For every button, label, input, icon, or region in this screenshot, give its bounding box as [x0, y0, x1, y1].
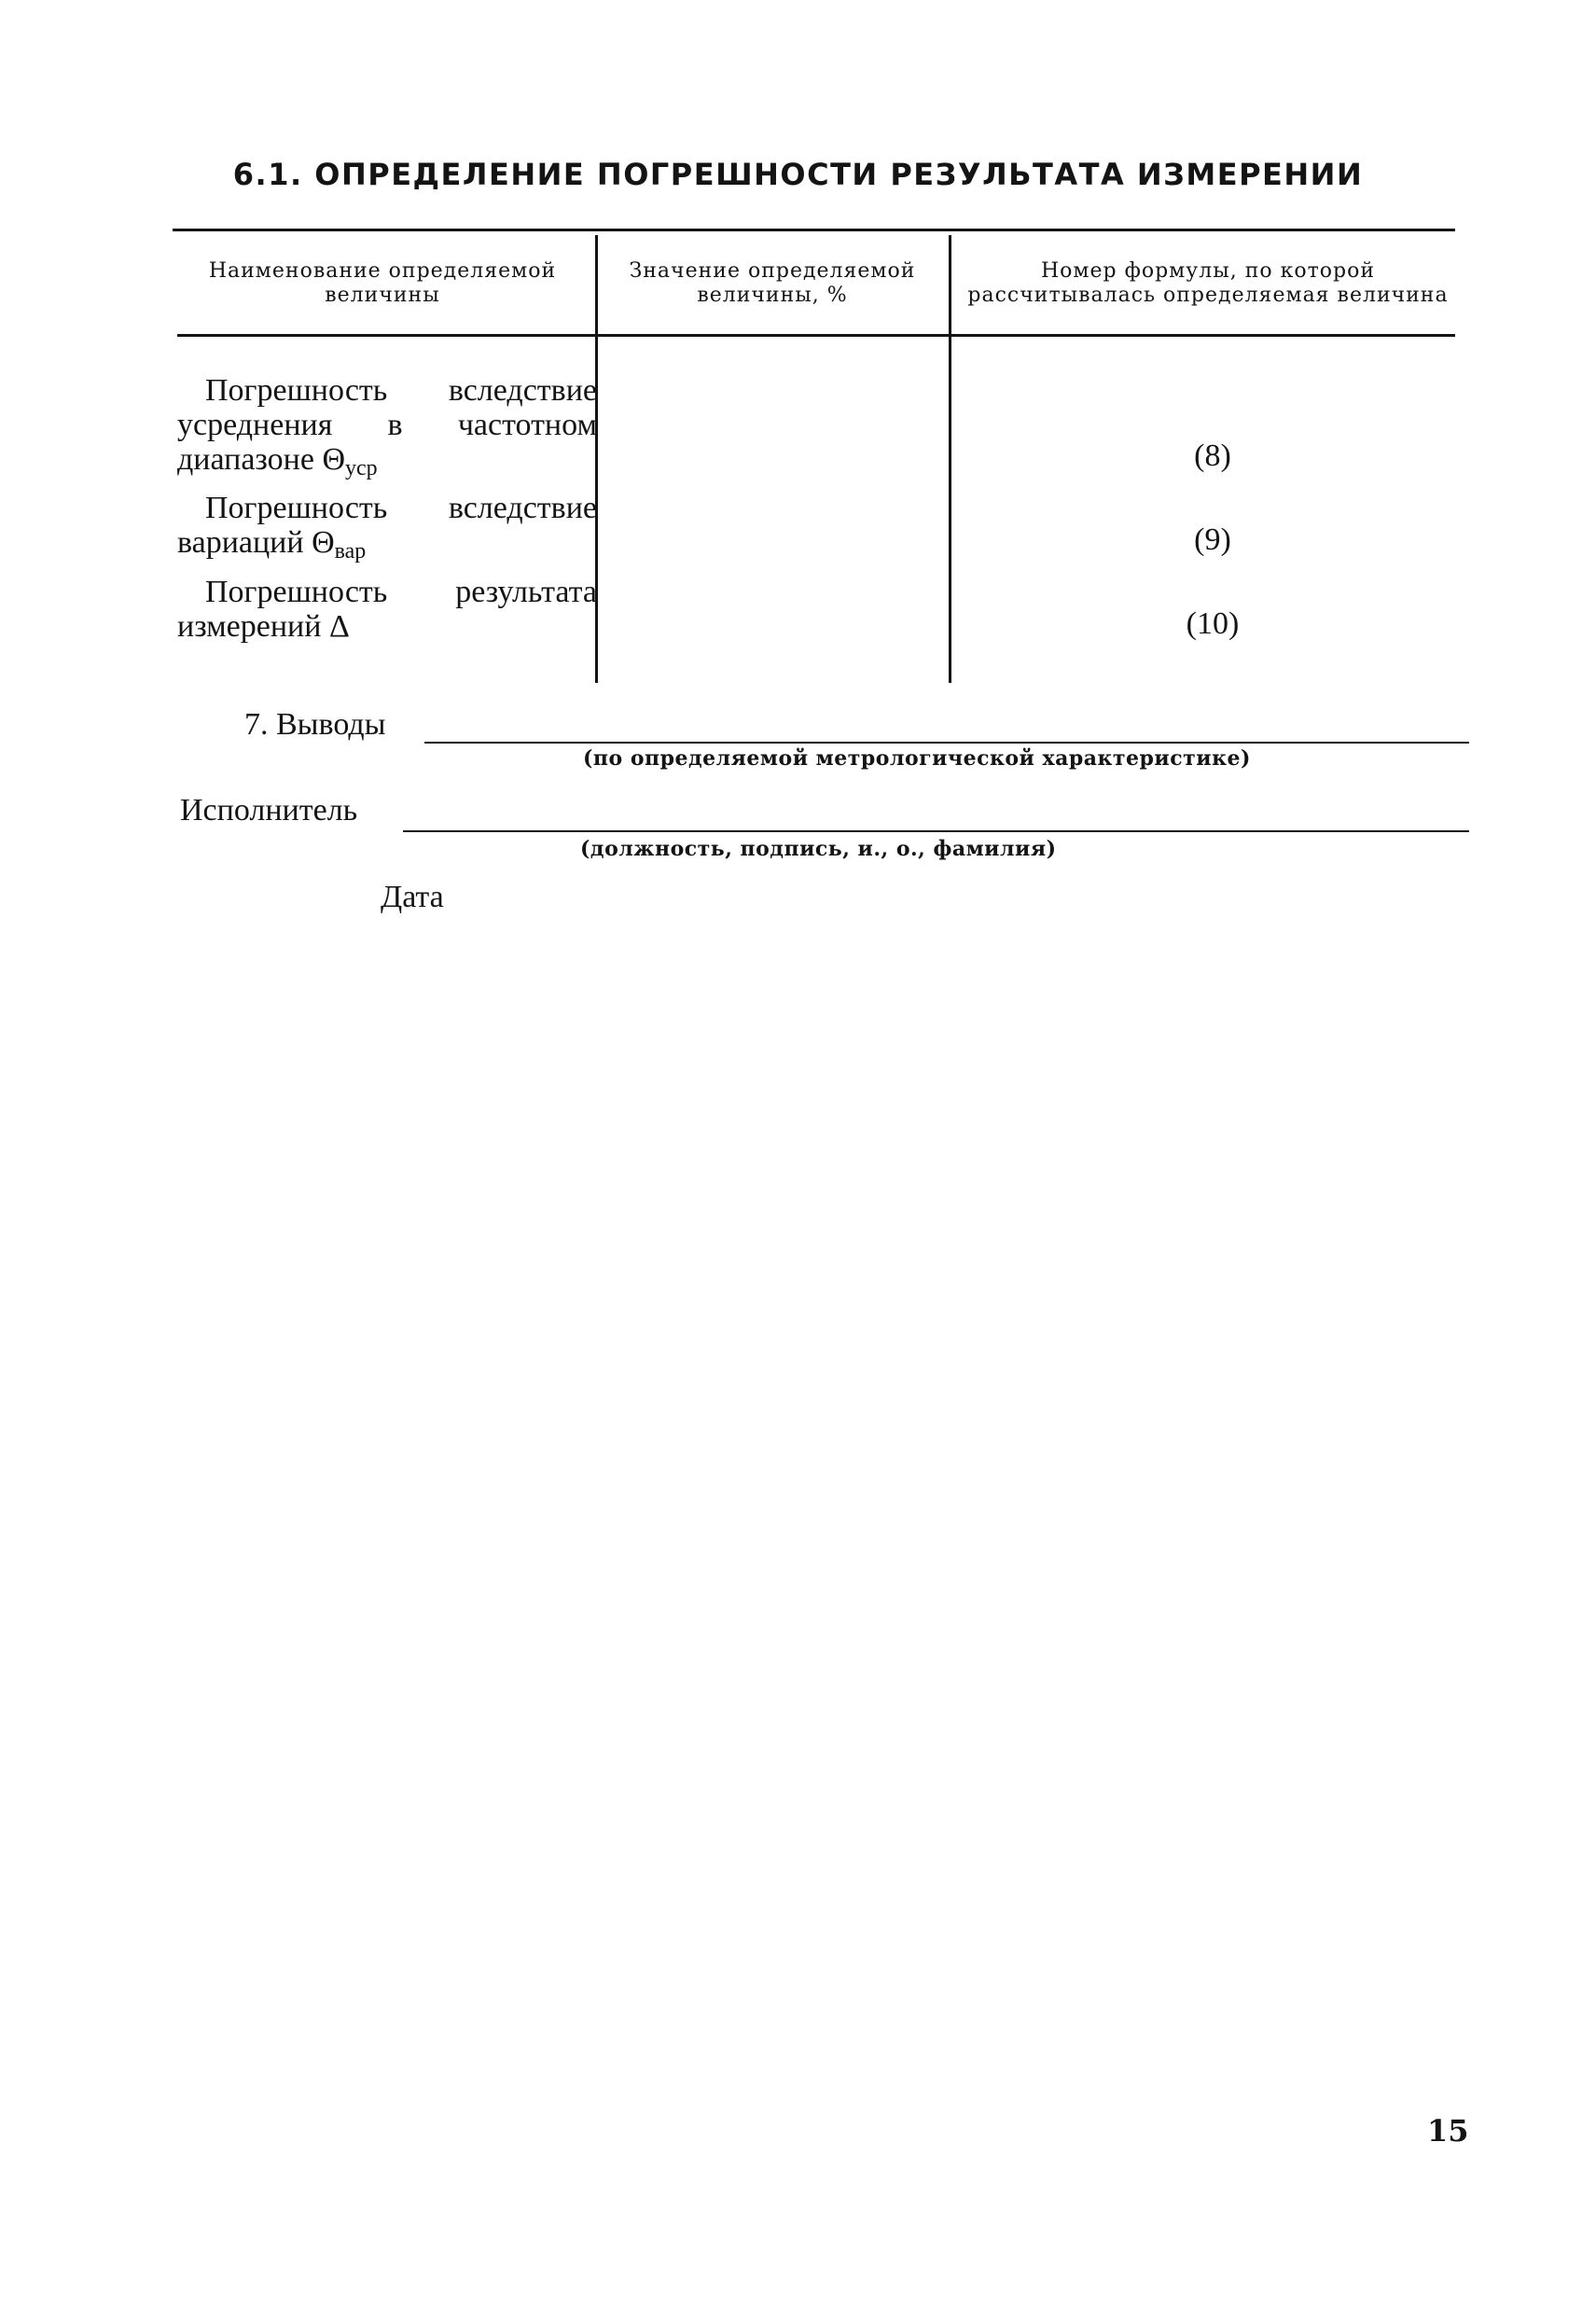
conclusions-label: 7. Выводы [244, 707, 386, 742]
conclusions-fill-line[interactable] [424, 742, 1469, 744]
table-header-name: Наименование определяемой величины [208, 259, 557, 307]
table-header-bottom-rule [177, 334, 1455, 337]
table-column-divider-2 [949, 235, 951, 683]
table-row-name-variation [177, 491, 597, 569]
table-header-value: Значение определяемой величины, % [629, 259, 916, 307]
table-row-name-result [177, 575, 597, 644]
table-top-rule [173, 229, 1455, 231]
table-row-formula-result: (10) [1186, 606, 1240, 641]
delta-symbol: Δ [328, 609, 350, 644]
row-name-text: Погрешность результата измерений [177, 575, 597, 644]
section-title: 6.1. ОПРЕДЕЛЕНИЕ ПОГРЕШНОСТИ РЕЗУЛЬТАТА ИЗМЕРЕНИИ [232, 157, 1364, 192]
executor-caption: (должность, подпись, и., о., фамилия) [580, 837, 1057, 861]
table-row-formula-variation: (9) [1194, 522, 1231, 557]
table-row-name-averaging [177, 373, 597, 486]
executor-fill-line[interactable] [403, 830, 1469, 832]
conclusions-caption: (по определяемой метрологической характеристике) [583, 746, 1251, 771]
row-name-text: Погрешность вследствие усреднения в частотном диапазоне [177, 373, 597, 477]
page-number: 15 [1427, 2113, 1469, 2149]
theta-symbol: Θ [312, 525, 335, 560]
executor-label: Исполнитель [180, 793, 358, 828]
symbol-subscript: уср [345, 456, 378, 480]
theta-symbol: Θ [322, 442, 346, 477]
table-header-formula: Номер формулы, по которой рассчитывалась определяемая величина [967, 259, 1449, 307]
symbol-subscript: вар [334, 539, 367, 563]
date-label: Дата [381, 880, 444, 914]
table-row-formula-averaging: (8) [1194, 438, 1231, 473]
row-name-text: Погрешность вследствие вариаций [177, 491, 597, 560]
